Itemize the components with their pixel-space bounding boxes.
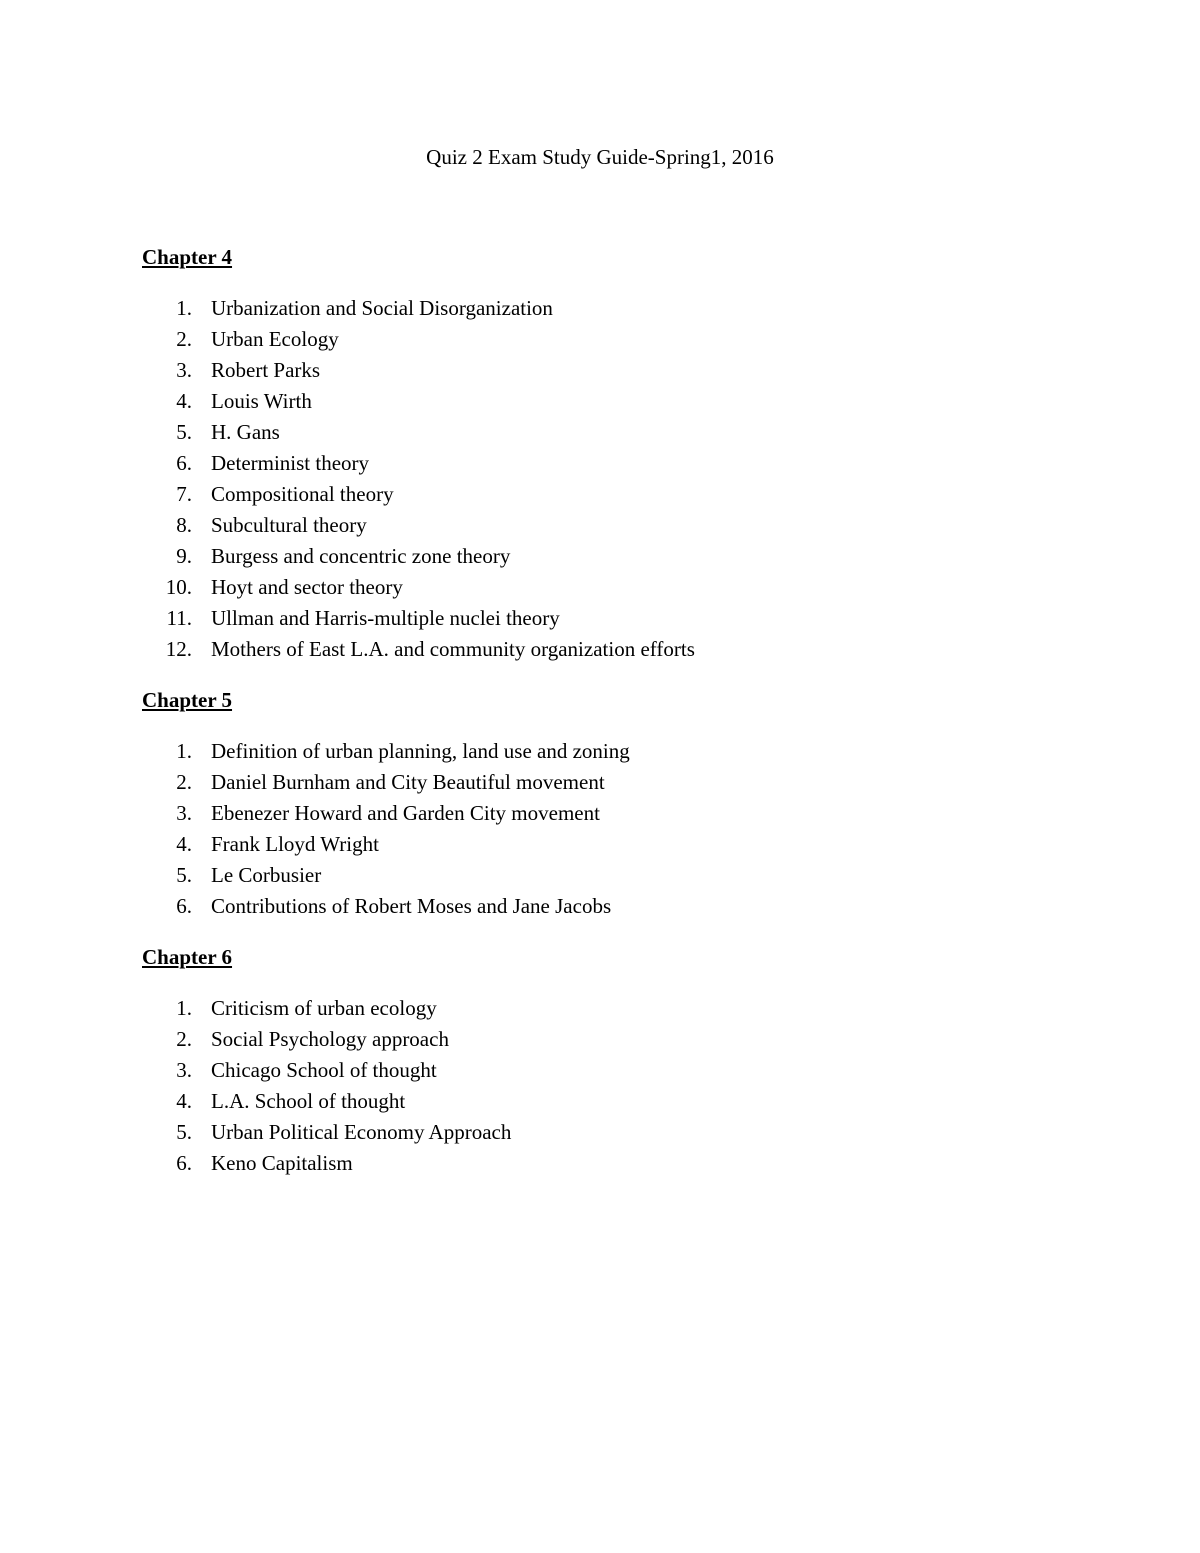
item-number: 12. xyxy=(165,637,192,661)
list-item xyxy=(142,479,1122,510)
item-number: 3. xyxy=(176,801,192,825)
item-number: 3. xyxy=(176,1058,192,1082)
item-text: Hoyt and sector theory xyxy=(211,575,403,599)
section-chapter-6 xyxy=(142,943,1122,1179)
list-item xyxy=(142,1024,1122,1055)
item-text: Urbanization and Social Disorganization xyxy=(211,296,553,320)
item-list xyxy=(142,736,1122,922)
item-number: 5. xyxy=(176,1120,192,1144)
list-item xyxy=(142,891,1122,922)
item-number: 4. xyxy=(176,389,192,413)
item-text: Robert Parks xyxy=(211,358,321,382)
list-item xyxy=(142,293,1122,324)
item-list xyxy=(142,993,1122,1179)
list-item xyxy=(142,993,1122,1024)
item-text: Louis Wirth xyxy=(211,389,312,413)
item-number: 2. xyxy=(176,1027,192,1051)
list-item xyxy=(142,572,1122,603)
item-text: H. Gans xyxy=(211,420,280,444)
list-item xyxy=(142,860,1122,891)
item-list xyxy=(142,293,1122,665)
list-item xyxy=(142,798,1122,829)
list-item xyxy=(142,417,1122,448)
section-heading: Chapter 4 xyxy=(142,245,233,269)
list-item xyxy=(142,736,1122,767)
item-number: 6. xyxy=(176,894,192,918)
document-title: Quiz 2 Exam Study Guide-Spring1, 2016 xyxy=(426,145,774,169)
item-text: L.A. School of thought xyxy=(211,1089,406,1113)
section-chapter-4 xyxy=(142,243,1122,665)
item-text: Urban Political Economy Approach xyxy=(211,1120,512,1144)
item-number: 2. xyxy=(176,770,192,794)
item-text: Criticism of urban ecology xyxy=(211,996,437,1020)
item-number: 6. xyxy=(176,1151,192,1175)
item-text: Ullman and Harris-multiple nuclei theory xyxy=(211,606,560,630)
item-text: Ebenezer Howard and Garden City movement xyxy=(211,801,600,825)
item-text: Mothers of East L.A. and community organization efforts xyxy=(211,637,695,661)
section-heading: Chapter 5 xyxy=(142,688,233,712)
list-item xyxy=(142,1117,1122,1148)
item-text: Subcultural theory xyxy=(211,513,367,537)
item-number: 1. xyxy=(176,996,192,1020)
item-text: Frank Lloyd Wright xyxy=(211,832,379,856)
item-text: Chicago School of thought xyxy=(211,1058,437,1082)
item-number: 8. xyxy=(176,513,192,537)
item-number: 6. xyxy=(176,451,192,475)
list-item xyxy=(142,634,1122,665)
item-number: 10. xyxy=(165,575,192,599)
item-text: Contributions of Robert Moses and Jane Jacobs xyxy=(211,894,612,918)
list-item xyxy=(142,324,1122,355)
item-text: Social Psychology approach xyxy=(211,1027,449,1051)
item-text: Le Corbusier xyxy=(211,863,322,887)
item-number: 5. xyxy=(176,863,192,887)
item-number: 4. xyxy=(176,1089,192,1113)
item-number: 2. xyxy=(176,327,192,351)
section-chapter-5 xyxy=(142,686,1122,922)
list-item xyxy=(142,603,1122,634)
item-text: Determinist theory xyxy=(211,451,370,475)
item-number: 5. xyxy=(176,420,192,444)
list-item xyxy=(142,1055,1122,1086)
list-item xyxy=(142,767,1122,798)
list-item xyxy=(142,510,1122,541)
item-text: Keno Capitalism xyxy=(211,1151,353,1175)
list-item xyxy=(142,355,1122,386)
list-item xyxy=(142,448,1122,479)
section-heading: Chapter 6 xyxy=(142,945,233,969)
item-number: 1. xyxy=(176,296,192,320)
item-number: 7. xyxy=(176,482,192,506)
item-text: Urban Ecology xyxy=(211,327,339,351)
list-item xyxy=(142,1086,1122,1117)
item-text: Burgess and concentric zone theory xyxy=(211,544,511,568)
item-text: Compositional theory xyxy=(211,482,394,506)
item-text: Daniel Burnham and City Beautiful movement xyxy=(211,770,605,794)
item-number: 11. xyxy=(166,606,192,630)
list-item xyxy=(142,386,1122,417)
item-number: 4. xyxy=(176,832,192,856)
item-text: Definition of urban planning, land use and zoning xyxy=(211,739,630,763)
item-number: 3. xyxy=(176,358,192,382)
item-number: 9. xyxy=(176,544,192,568)
list-item xyxy=(142,541,1122,572)
item-number: 1. xyxy=(176,739,192,763)
list-item xyxy=(142,1148,1122,1179)
list-item xyxy=(142,829,1122,860)
